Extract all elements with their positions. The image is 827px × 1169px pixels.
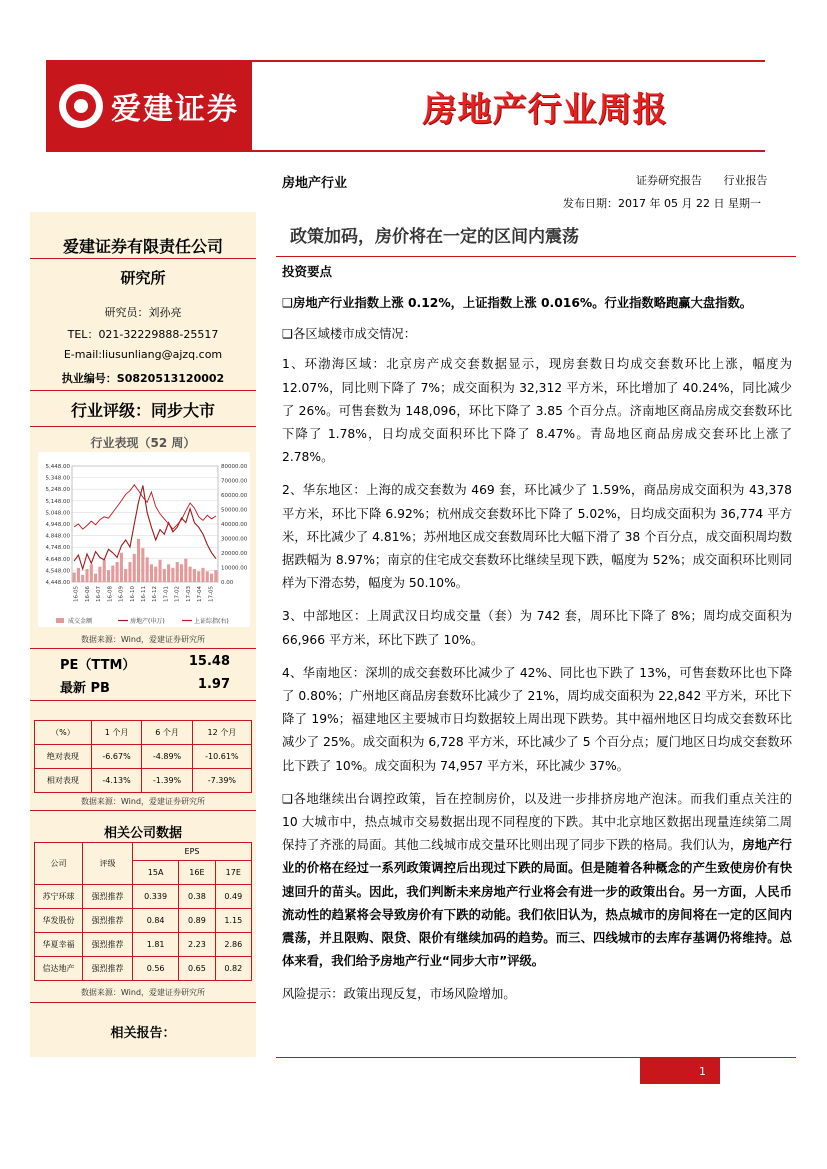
table-cell: -7.39% <box>192 769 251 793</box>
bar <box>146 557 149 582</box>
x-tick-label: 16-09 <box>118 586 125 602</box>
legend-label: 上证综指(右) <box>194 618 229 625</box>
pe-value: 15.48 <box>188 654 230 669</box>
table-cell: （%） <box>35 721 92 745</box>
y-left-tick-label: 4,748.00 <box>45 545 70 552</box>
x-tick-label: 16-12 <box>152 586 159 602</box>
company-name: 爱建证券有限责任公司 <box>62 237 223 256</box>
industry-rating: 行业评级：同步大市 <box>70 401 215 420</box>
bar <box>206 571 209 582</box>
table-row <box>35 745 252 769</box>
bar <box>133 554 136 582</box>
bar <box>184 559 187 582</box>
publish-date: 发布日期：2017 年 05 月 22 日 星期一 <box>563 197 761 210</box>
table-cell: 信达地产 <box>35 957 83 981</box>
divider <box>30 426 256 427</box>
data-source: 数据来源：Wind，爱建证券研究所 <box>80 635 206 644</box>
y-left-tick-label: 5,348.00 <box>45 475 70 482</box>
report-title: 房地产行业周报 <box>422 90 668 130</box>
related-reports-title: 相关报告： <box>110 1026 176 1041</box>
legend-label: 成交金额 <box>68 618 93 625</box>
company-table <box>34 842 252 981</box>
paragraph-east: 2、华东地区：上海的成交套数为 469 套，环比减少了 1.59%，商品房成交面积为 43,378 平方米，环比下降 6.92%；杭州成交套数环比下降了 5.02%，日均成交面积为 36,774 平方米，环比减少了 4.81%；苏州地区成交套数周环比大幅下滑了 38 个百分点，成交面积周均数据跌幅为 8.97%；南京的住宅成交套数环比继续呈现下跌，幅度为 52%；成交面积环比则同样为下滑态势，幅度为 50.10%。 <box>282 483 792 591</box>
y-right-tick-label: 50000.00 <box>221 507 248 514</box>
paragraph-central: 3、中部地区：上周武汉日均成交量（套）为 742 套，周环比下降了 8%；周均成交面积为 66,966 平方米，环比下跌了 10%。 <box>282 609 792 647</box>
legend-label: 房地产(申万) <box>130 618 165 625</box>
bar <box>103 560 106 582</box>
y-right-tick-label: 0.00 <box>221 580 234 586</box>
data-source: 数据来源：Wind，爱建证券研究所 <box>80 988 206 997</box>
y-left-tick-label: 4,448.00 <box>45 580 70 586</box>
logo-text: 爱建证券 <box>111 92 239 127</box>
x-tick-label: 17-01 <box>163 586 170 602</box>
table-row <box>35 933 252 957</box>
table-cell: 0.89 <box>179 909 215 933</box>
table-header-row <box>35 843 252 861</box>
bar <box>197 571 200 582</box>
performance-table <box>34 720 252 793</box>
y-right-tick-label: 30000.00 <box>221 536 248 543</box>
industry-label: 房地产行业 <box>282 176 348 191</box>
headline-rule <box>276 256 796 257</box>
table-cell: -4.89% <box>142 745 192 769</box>
divider <box>30 1002 256 1003</box>
page-number: 1 <box>640 1058 720 1084</box>
bar <box>90 564 93 582</box>
bar <box>137 539 140 582</box>
outlook-bold-text: 房地产行业的价格在经过一系列政策调控后出现过下跌的局面。但是随着各种概念的产生致使房价有快速回升的苗头。因此，我们判断未来房地产行业将会有进一步的政策出台。另一方面，人民币流动性的趋紧将会导致房价有下跌的动能。我们依旧认为，热点城市的房间将在一定的区间内震荡，并且限购、限贷、限价有继续加码的趋势。而三、四线城市的去库存基调仍将维持。总体来看，我们给予房地产行业“同步大市”评级。 <box>282 838 792 969</box>
header-rule-bottom <box>252 150 765 152</box>
main-content <box>282 262 792 1007</box>
table-cell: 6 个月 <box>142 721 192 745</box>
table-cell: -1.39% <box>142 769 192 793</box>
table-cell: 苏宁环球 <box>35 885 83 909</box>
bar <box>210 574 213 582</box>
x-tick-label: 17-03 <box>185 586 192 602</box>
table-cell: 2.86 <box>215 933 251 957</box>
x-tick-label: 16-08 <box>107 586 114 602</box>
table-cell: 绝对表现 <box>35 745 92 769</box>
bar <box>214 570 217 582</box>
y-left-tick-label: 5,448.00 <box>45 464 70 470</box>
table-cell: 0.49 <box>215 885 251 909</box>
header-rule-top <box>252 60 765 62</box>
y-right-tick-label: 20000.00 <box>221 551 248 557</box>
table-cell: EPS <box>133 843 252 861</box>
table-cell: 华发股份 <box>35 909 83 933</box>
bar <box>158 560 161 582</box>
email: E-mail:liusunliang@ajzq.com <box>63 348 223 361</box>
paragraph-outlook <box>282 788 792 974</box>
bar <box>201 568 204 582</box>
bar <box>150 564 153 582</box>
y-right-tick-label: 80000.00 <box>221 464 248 470</box>
y-left-tick-label: 4,848.00 <box>45 533 70 540</box>
bar <box>128 562 131 582</box>
table-row <box>35 909 252 933</box>
x-tick-label: 16-10 <box>129 586 136 602</box>
table-cell: 0.82 <box>215 957 251 981</box>
risk-warning: 风险提示：政策出现反复，市场风险增加。 <box>282 987 516 1002</box>
report-type-2: 行业报告 <box>723 174 768 187</box>
x-tick-label: 16-07 <box>96 586 103 602</box>
paragraph-bohai: 1、环渤海区域：北京房产成交套数据显示，现房套数日均成交套数环比上涨，幅度为 12.07%，同比则下降了 7%；成交面积为 32,312 平方米，环比增加了 40.24%，同比减少了 26%。可售套数为 148,096，环比下降了 3.85 个百分点。济南地区商品房成交套数环比下降了 1.78%，日均成交面积环比下降了 8.47%。青岛地区商品房成交套环比上涨了 2.78%。 <box>282 357 792 465</box>
bar <box>77 568 80 582</box>
data-source: 数据来源：Wind，爱建证券研究所 <box>80 797 206 806</box>
performance-chart <box>38 452 250 627</box>
headline: 政策加码，房价将在一定的区间内震荡 <box>290 227 579 247</box>
table-cell: 华夏幸福 <box>35 933 83 957</box>
table-cell: 0.84 <box>133 909 179 933</box>
x-tick-label: 17-05 <box>208 586 215 602</box>
report-type-1: 证券研究报告 <box>636 174 702 187</box>
bar <box>163 569 166 582</box>
table-cell: 公司 <box>35 843 83 885</box>
bar <box>116 562 119 582</box>
divider <box>30 648 256 649</box>
legend-swatch <box>56 618 64 623</box>
logo-icon <box>59 84 103 128</box>
bar <box>73 572 76 582</box>
section-title: 投资要点 <box>282 264 333 279</box>
table-cell: 12 个月 <box>192 721 251 745</box>
analyst: 研究员：刘孙亮 <box>104 306 182 319</box>
table-cell: 2.23 <box>179 933 215 957</box>
y-right-tick-label: 60000.00 <box>221 493 248 499</box>
bar <box>98 567 101 582</box>
table-cell: 17E <box>215 861 251 885</box>
performance-chart-svg <box>38 452 250 627</box>
bar <box>111 566 114 582</box>
table-cell: 0.65 <box>179 957 215 981</box>
license-number: 执业编号：S0820513120002 <box>61 372 225 385</box>
table-cell: 1.81 <box>133 933 179 957</box>
y-left-tick-label: 4,648.00 <box>45 556 70 563</box>
bar <box>180 564 183 582</box>
table-cell: 0.339 <box>133 885 179 909</box>
table-row <box>35 885 252 909</box>
pe-label: PE（TTM） <box>60 658 136 673</box>
bar <box>154 567 157 582</box>
table-cell: 1.15 <box>215 909 251 933</box>
bar <box>189 567 192 582</box>
related-companies-title: 相关公司数据 <box>103 826 182 841</box>
y-left-tick-label: 4,548.00 <box>45 568 70 575</box>
pb-row <box>60 677 230 696</box>
y-left-tick-label: 5,148.00 <box>45 498 70 505</box>
y-left-tick-label: 5,248.00 <box>45 487 70 494</box>
table-cell: -10.61% <box>192 745 251 769</box>
bar <box>94 574 97 582</box>
logo <box>46 60 252 152</box>
bar <box>193 569 196 582</box>
bar <box>171 568 174 582</box>
table-cell: 强烈推荐 <box>83 885 133 909</box>
table-cell: 强烈推荐 <box>83 909 133 933</box>
bar <box>167 564 170 582</box>
pb-label: 最新 PB <box>60 681 110 696</box>
table-cell: 15A <box>133 861 179 885</box>
pb-value: 1.97 <box>197 677 230 692</box>
y-right-tick-label: 10000.00 <box>221 565 248 572</box>
bullet-regional: ❑各区域楼市成交情况： <box>282 327 416 342</box>
table-cell: 0.56 <box>133 957 179 981</box>
outlook-text: ❑各地继续出台调控政策，旨在控制房价，以及进一步排挤房地产泡沫。而我们重点关注的 10 大城市中，热点城市交易数据出现不同程度的下跌。其中北京地区数据出现量连续第二周保持了齐涨的局面。其他二线城市成交量环比则出现了同步下跌的格局。我们认为， <box>282 791 792 853</box>
y-left-tick-label: 4,948.00 <box>45 522 70 528</box>
table-cell: 强烈推荐 <box>83 933 133 957</box>
paragraph-south: 4、华南地区：深圳的成交套数环比减少了 42%、同比也下跌了 13%，可售套数环比也下降了 0.80%；广州地区商品房套数环比减少了 21%，周均成交面积为 22,842 平方米，环比下降了 19%；福建地区主要城市日均数据较上周出现下跌势。其中福州地区日均成交套数环比减少了 25%。成交面积为 6,728 平方米，环比减少了 5 个百分点；厦门地区日均成交套数环比下跌了 10%。成交面积为 74,957 平方米，环比减少 37%。 <box>282 665 792 773</box>
table-cell: 16E <box>179 861 215 885</box>
table-cell: 评级 <box>83 843 133 885</box>
table-cell: 相对表现 <box>35 769 92 793</box>
x-tick-label: 16-05 <box>73 586 80 602</box>
y-left-tick-label: 5,048.00 <box>45 510 70 517</box>
y-right-tick-label: 40000.00 <box>221 522 248 528</box>
tel: TEL：021-32229888-25517 <box>67 328 219 341</box>
bar <box>124 569 127 582</box>
institute-name: 研究所 <box>120 269 166 287</box>
table-row <box>35 957 252 981</box>
divider <box>30 810 256 811</box>
x-tick-label: 17-04 <box>197 586 204 602</box>
divider <box>30 258 256 259</box>
divider <box>30 390 256 391</box>
bar <box>120 553 123 582</box>
table-cell: 0.38 <box>179 885 215 909</box>
bar <box>81 575 84 582</box>
bar <box>141 548 144 582</box>
x-tick-label: 16-06 <box>84 586 91 602</box>
sidebar <box>30 212 256 1057</box>
x-tick-label: 16-11 <box>141 586 147 602</box>
table-cell: -6.67% <box>91 745 141 769</box>
table-row <box>35 769 252 793</box>
table-cell: -4.13% <box>91 769 141 793</box>
report-type <box>636 172 768 188</box>
x-tick-label: 17-02 <box>174 586 181 602</box>
table-cell: 1 个月 <box>91 721 141 745</box>
divider <box>30 700 256 701</box>
table-header-row <box>35 721 252 745</box>
table-cell: 强烈推荐 <box>83 957 133 981</box>
performance-title: 行业表现（52 周） <box>90 436 196 450</box>
series-line-realestate <box>74 486 216 570</box>
y-right-tick-label: 70000.00 <box>221 478 248 485</box>
bullet-index-change: ❑房地产行业指数上涨 0.12%，上证指数上涨 0.016%。行业指数略跑赢大盘指数。 <box>282 296 753 310</box>
bar <box>176 562 179 582</box>
bar <box>107 570 110 582</box>
pe-row <box>60 654 230 673</box>
bar <box>85 569 88 582</box>
